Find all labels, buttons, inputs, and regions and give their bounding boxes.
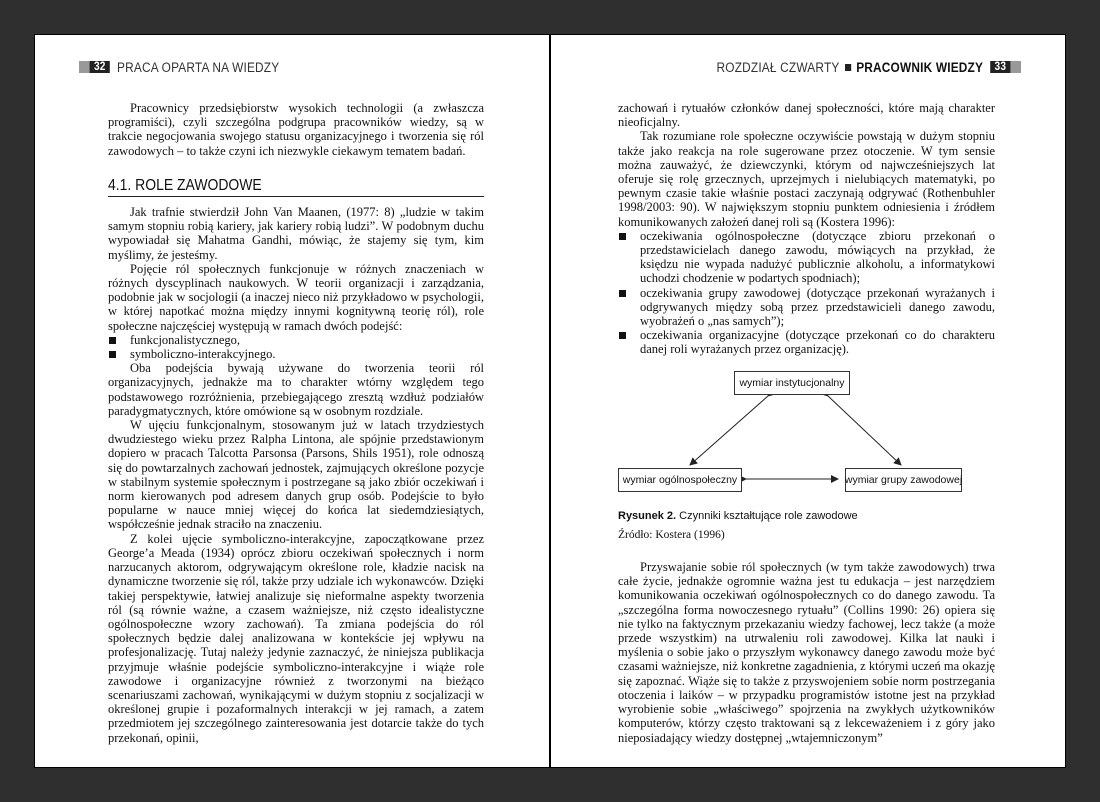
- box-professional-group: wymiar grupy zawodowej: [845, 468, 962, 492]
- page-number: 32: [90, 61, 110, 73]
- list-item: symboliczno-interakcyjnego.: [108, 347, 484, 361]
- figure-diagram: [618, 371, 995, 509]
- list-item: oczekiwania ogólnospołeczne (dotyczące zbioru przekonań o przedstawicielach danego zawodu, mówiących na przykład, że księdzu nie wypada nadużyć publicznie alkoholu, a informatykowi uchodzi chodzenie w podartych spodniach);: [618, 229, 995, 286]
- right-running-head: [716, 58, 1021, 76]
- page-number-bar: [79, 61, 90, 73]
- figure-source: Źródło: Kostera (1996): [618, 528, 725, 541]
- bullet-list: [618, 229, 995, 357]
- right-page: [550, 34, 1066, 768]
- paragraph: W ujęciu funkcjonalnym, stosowanym już w latach trzydziestych dwudziestego wieku przez Ralpha Lintona, ale spójnie przedstawionym dopiero w pracach Talcotta Parsonsa (Parsons, Shils 1951), role odnoszą się do powtarzalnych zachowań jednostek, zajmujących określone pozycje w stabilnym systemie społecznym i postrzegane są jako zbiór oczekiwań i norm kierowanych pod adresem danych grup osób. Podejście to było popularne w nauce mniej więcej do końca lat siedemdziesiątych, współcześnie jednak straciło na znaczeniu.: [108, 418, 484, 532]
- paragraph: zachowań i rytuałów członków danej społeczności, które mają charakter nieoficjalny.: [618, 101, 995, 130]
- paragraph: Z kolei ujęcie symboliczno-interakcyjne, zapoczątkowane przez George’a Meada (1934) oprócz zbioru oczekiwań społecznych i norm narzucanych aktorom, odgrywającym określone role, kładzie nacisk na dynamiczne tworzenie się ról, także przy udziale ich wykonawców. Dzięki takiej perspektywie, łatwiej analizuje się nieformalne aspekty tworzenia ról (są równie ważne, a czasem ważniejsze, niż często idealistyczne ogólnospołeczne wzory zachowań). Ta zmiana podejścia do ról społecznych będzie dalej analizowana w kontekście jej wpływu na profesjonalizację. Tutaj należy jedynie zaznaczyć, że niniejsza publikacja przyjmuje właśnie podejście symboliczno-interakcyjne i wiąże role zawodowe i organizacyjne również z tworzonymi na bieżąco scenariuszami zachowań, wynikającymi w dużym stopniu z socjalizacji w określonej grupie i pozaformalnych interakcji w jej ramach, a zatem przedmiotem jej szczególnego zainteresowania jest dotarcie także do tych przekonań, opinii,: [108, 531, 484, 745]
- running-head-title: PRACOWNIK WIEDZY: [856, 59, 983, 75]
- page-number-bar: [1010, 61, 1021, 73]
- list-item: oczekiwania organizacyjne (dotyczące przekonań co do charakteru danej roli wyrażanych przez organizację).: [618, 328, 995, 356]
- left-running-head: [79, 58, 279, 76]
- box-institutional: wymiar instytucjonalny: [734, 371, 850, 395]
- arrow-top-right: [828, 396, 901, 465]
- paragraph: Pojęcie ról społecznych funkcjonuje w różnych znaczeniach w różnych dyscyplinach naukowych. W teorii organizacji i zarządzania, podobnie jak w socjologii (a inaczej nieco niż przykładowo w psychologii, w której napotkać można między innymi kognitywną teorię ról), role społeczne najczęściej występują w ramach dwóch podejść:: [108, 261, 484, 333]
- page-number: 33: [990, 61, 1010, 73]
- separator-square-icon: [845, 64, 851, 71]
- paragraph: Oba podejścia bywają używane do tworzenia teorii ról organizacyjnych, jednakże ma to charakter wtórny względem tego podstawowego rozróżnienia, przebiegającego zresztą wzdłuż podziałów paradygmatycznych, które omówione są w osobnym rozdziale.: [108, 361, 484, 418]
- left-page: [34, 34, 550, 768]
- caption-text: Czynniki kształtujące role zawodowe: [676, 509, 858, 522]
- section-title: 4.1. ROLE ZAWODOWE: [108, 179, 484, 197]
- running-head-title: PRACA OPARTA NA WIEDZY: [117, 59, 280, 75]
- list-item: funkcjonalistycznego,: [108, 333, 484, 347]
- box-general-social: wymiar ogólnospołeczny: [618, 468, 742, 492]
- paragraph: Jak trafnie stwierdził John Van Maanen, (1977: 8) „ludzie w takim samym stopniu robią kariery, jak kariery robią ludzi”. W podobnym duchu wypowiadał się Mahatma Gandhi, mówiąc, że stajemy się tym, kim myślimy, że jesteśmy.: [108, 205, 484, 262]
- running-head-chapter: ROZDZIAŁ CZWARTY: [716, 59, 840, 75]
- caption-label: Rysunek 2.: [618, 509, 677, 522]
- bullet-list: [108, 333, 484, 361]
- figure-caption: [618, 509, 995, 523]
- left-text-column: [108, 101, 484, 745]
- list-item: oczekiwania grupy zawodowej (dotyczące przekonań wyrażanych i odgrywanych między sobą przez przedstawicieli danego zawodu, wyobrażeń o „nas samych”);: [618, 286, 995, 329]
- arrow-top-left: [690, 396, 768, 465]
- right-text-column: [618, 101, 995, 745]
- intro-paragraph: Pracownicy przedsiębiorstw wysokich technologii (a zwłaszcza programiści), czyli szczególna podgrupa pracowników wiedzy, są w trakcie negocjowania swojego statusu organizacyjnego i tworzenia się ról zawodowych – to także czyni ich niezwykle ciekawym tematem badań.: [108, 101, 484, 158]
- paragraph: Przyswajanie sobie ról społecznych (w tym także zawodowych) trwa całe życie, jednakże ogromnie ważna jest tu edukacja – jest narzędziem komunikowania oczekiwań ogólnospołecznych co do danego zawodu. Ta „szczególna forma nowoczesnego rytuału” (Collins 1990: 26) opiera się nie tylko na faktycznym przekazaniu wiedzy fachowej, lecz także (a może przede wszystkim) na utrwaleniu roli zawodowej. Kilka lat nauki i myślenia o sobie jako o przyszłym wykonawcy danego zawodu może być czasami ważniejsze, niż konkretne zagadnienia, z którymi uczeń ma okazję się zapoznać. Wiąże się to także z przyswojeniem sobie norm postrzegania otoczenia i laików – w przypadku programistów istotne jest na przykład wyrobienie sobie „właściwego” spojrzenia na zwykłych użytkowników komputerów, którzy często traktowani są z lekceważeniem i z góry jako nieposiadający wiedzy dostępnej „wtajemniczonym”: [618, 560, 995, 745]
- paragraph: Tak rozumiane role społeczne oczywiście powstają w dużym stopniu także jako reakcja na role sugerowane przez otoczenie. W tym sensie można zauważyć, że dziewczynki, którym od najwcześniejszych lat oferuje się rolę grzecznych, uprzejmych i nielubiących matematyki, po pewnym czasie takie właśnie postaci zaczynają odgrywać (Rothenbuhler 1998/2003: 90). W największym stopniu punktem odniesienia i źródłem komunikowanych założeń danej roli są (Kostera 1996):: [618, 129, 995, 229]
